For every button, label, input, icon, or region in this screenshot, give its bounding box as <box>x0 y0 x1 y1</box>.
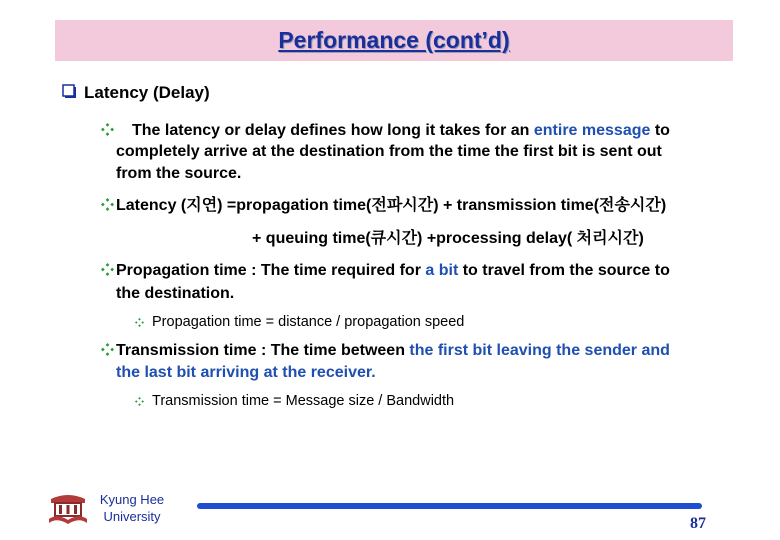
slide-title: Performance (cont’d) <box>278 27 510 53</box>
bullet1-line2: completely arrive at the destination from the time the first bit is sent out <box>116 143 662 160</box>
bullet1-line1 <box>132 120 670 141</box>
bullet4-sub: Transmission time = Message size / Bandwidth <box>152 393 455 409</box>
bullet3-sub: Propagation time = distance / propagation speed <box>152 314 465 330</box>
university-line2: University <box>103 509 161 524</box>
bullet1-highlight: entire message <box>533 122 651 139</box>
bullet3-text: Propagation time : The time required for <box>116 262 426 279</box>
bullet4-highlight: the first bit leaving the sender and <box>409 342 670 359</box>
bullet3-line1 <box>116 260 670 281</box>
bullet2-line2: + queuing time(큐시간) +processing delay( 처리시간) <box>252 230 644 247</box>
checkbox-square-icon <box>62 84 76 98</box>
bullet1-line3: from the source. <box>116 165 242 182</box>
diamond-bullet-icon <box>135 318 144 327</box>
bullet3-line2: the destination. <box>116 285 235 302</box>
university-crest-icon <box>47 489 89 527</box>
university-name <box>92 491 172 525</box>
heading: Latency (Delay) <box>84 83 210 102</box>
page-number: 87 <box>690 515 706 532</box>
diamond-bullet-icon <box>101 263 114 276</box>
bullet3-text-end: to travel from the source to <box>458 262 670 279</box>
bullet3-highlight: a bit <box>425 262 459 279</box>
title-bar <box>55 20 733 61</box>
bullet4-line2: the last bit arriving at the receiver. <box>116 364 376 381</box>
diamond-bullet-icon <box>101 198 114 211</box>
diamond-bullet-icon <box>101 123 114 136</box>
bullet1-text: The latency or delay defines how long it takes for an <box>132 122 534 139</box>
bullet2-line1: Latency (지연) =propagation time(전파시간) + transmission time(전송시간) <box>116 197 667 214</box>
diamond-bullet-icon <box>135 397 144 406</box>
bullet4-line1 <box>116 340 670 361</box>
bullet4-text: Transmission time : The time between <box>116 342 410 359</box>
bullet1-text-end: to <box>650 122 670 139</box>
university-line1: Kyung Hee <box>99 492 165 507</box>
diamond-bullet-icon <box>101 343 114 356</box>
footer-divider <box>197 503 702 509</box>
